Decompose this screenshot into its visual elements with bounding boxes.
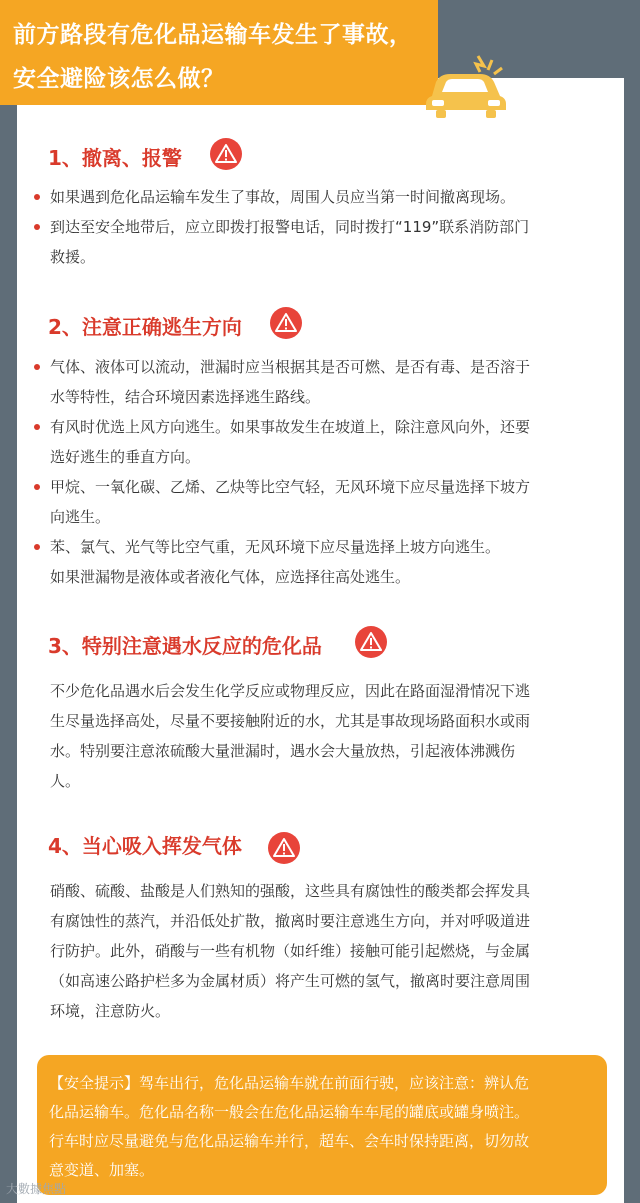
- car-crash-icon: [418, 52, 514, 118]
- bullet-dot: [34, 194, 40, 200]
- watermark: 大數據焦點: [6, 1182, 67, 1196]
- section-3-line-3: 水。特别要注意浓硫酸大量泄漏时，遇水会大量放热，引起液体沸溅伤: [50, 742, 516, 760]
- section-4-title: 4、当心吸入挥发气体: [48, 834, 242, 858]
- section-3-line-1: 不少危化品遇水后会发生化学反应或物理反应，因此在路面湿滑情况下逃: [50, 682, 531, 700]
- warning-icon: [270, 307, 302, 339]
- section-2-line-5: 甲烷、一氧化碳、乙烯、乙炔等比空气轻，无风环境下应尽量选择下坡方: [50, 478, 531, 496]
- tip-line-3: 行车时应尽量避免与危化品运输车并行，超车、会车时保持距离，切勿故: [49, 1132, 530, 1150]
- tip-line-2: 化品运输车。危化品名称一般会在危化品运输车车尾的罐底或罐身喷注。: [49, 1103, 530, 1121]
- section-2-line-7: 苯、氯气、光气等比空气重，无风环境下应尽量选择上坡方向逃生。: [50, 538, 501, 556]
- bullet-dot: [34, 364, 40, 370]
- section-4-line-3: 行防护。此外，硝酸与一些有机物（如纤维）接触可能引起燃烧，与金属: [50, 942, 531, 960]
- section-3-line-4: 人。: [50, 772, 81, 790]
- section-4-line-4: （如高速公路护栏多为金属材质）将产生可燃的氢气，撤离时要注意周围: [50, 972, 531, 990]
- section-2-line-3: 有风时优选上风方向逃生。如果事故发生在坡道上，除注意风向外，还要: [50, 418, 531, 436]
- section-4-line-5: 环境，注意防火。: [50, 1002, 171, 1020]
- bullet-dot: [34, 544, 40, 550]
- section-4-line-1: 硝酸、硫酸、盐酸是人们熟知的强酸，这些具有腐蚀性的酸类都会挥发具: [50, 882, 531, 900]
- section-4-line-2: 有腐蚀性的蒸汽，并沿低处扩散，撤离时要注意逃生方向，并对呼吸道进: [50, 912, 531, 930]
- warning-icon: [355, 626, 387, 658]
- section-2-line-8: 如果泄漏物是液体或者液化气体，应选择往高处逃生。: [50, 568, 411, 586]
- warning-icon: [210, 138, 242, 170]
- safety-tip-box: [37, 1055, 607, 1195]
- section-2-line-2: 水等特性，结合环境因素选择逃生路线。: [50, 388, 321, 406]
- header-title-line2: 安全避险该怎么做？: [13, 66, 225, 92]
- section-1-line-1: 如果遇到危化品运输车发生了事故，周围人员应当第一时间撤离现场。: [50, 188, 516, 206]
- section-1-line-2: 到达至安全地带后，应立即拨打报警电话，同时拨打“119”联系消防部门: [50, 218, 530, 236]
- header-title-line1: 前方路段有危化品运输车发生了事故，: [13, 22, 413, 48]
- bullet-dot: [34, 224, 40, 230]
- section-2-title: 2、注意正确逃生方向: [48, 315, 242, 339]
- section-3-title: 3、特别注意遇水反应的危化品: [48, 634, 322, 658]
- section-2-line-1: 气体、液体可以流动，泄漏时应当根据其是否可燃、是否有毒、是否溶于: [50, 358, 531, 376]
- bullet-dot: [34, 424, 40, 430]
- header-banner: [0, 0, 438, 105]
- bullet-dot: [34, 484, 40, 490]
- tip-line-4: 意变道、加塞。: [49, 1161, 155, 1179]
- section-2-line-4: 选好逃生的垂直方向。: [50, 448, 201, 466]
- section-3-line-2: 生尽量选择高处，尽量不要接触附近的水，尤其是事故现场路面积水或雨: [50, 712, 531, 730]
- section-2-line-6: 向逃生。: [50, 508, 111, 526]
- section-1-line-3: 救援。: [50, 248, 96, 266]
- section-1-title: 1、撤离、报警: [48, 146, 182, 170]
- tip-line-1: 【安全提示】驾车出行，危化品运输车就在前面行驶，应该注意：辨认危: [49, 1074, 530, 1092]
- warning-icon: [268, 832, 300, 864]
